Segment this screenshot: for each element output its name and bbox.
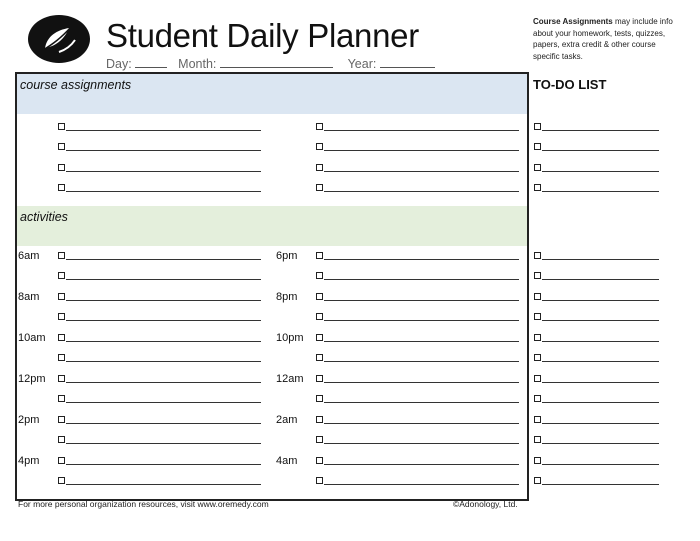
checkbox[interactable] xyxy=(58,252,65,259)
checkbox[interactable] xyxy=(316,375,323,382)
course-assignments-note xyxy=(533,16,683,62)
write-line[interactable] xyxy=(324,443,519,444)
checkbox[interactable] xyxy=(534,143,541,150)
activities-label: activities xyxy=(20,210,68,224)
day-label: Day: xyxy=(106,57,132,71)
checkbox[interactable] xyxy=(58,184,65,191)
write-line[interactable] xyxy=(324,341,519,342)
write-line[interactable] xyxy=(66,150,261,151)
checkbox[interactable] xyxy=(58,313,65,320)
write-line[interactable] xyxy=(542,259,659,260)
note-text: may include info about your homework, tests, quizzes, papers, extra credit & other course specific tasks. xyxy=(533,17,673,61)
write-line[interactable] xyxy=(324,361,519,362)
write-line[interactable] xyxy=(66,191,261,192)
checkbox[interactable] xyxy=(316,436,323,443)
checkbox[interactable] xyxy=(58,457,65,464)
write-line[interactable] xyxy=(324,191,519,192)
time-label: 8pm xyxy=(276,291,298,303)
checkbox[interactable] xyxy=(58,354,65,361)
write-line[interactable] xyxy=(66,320,261,321)
checkbox[interactable] xyxy=(316,252,323,259)
checkbox[interactable] xyxy=(316,164,323,171)
checkbox[interactable] xyxy=(58,416,65,423)
write-line[interactable] xyxy=(542,443,659,444)
write-line[interactable] xyxy=(66,279,261,280)
month-label: Month: xyxy=(178,57,217,71)
checkbox[interactable] xyxy=(534,272,541,279)
checkbox[interactable] xyxy=(534,252,541,259)
time-label: 4am xyxy=(276,455,298,467)
write-line[interactable] xyxy=(324,402,519,403)
checkbox[interactable] xyxy=(534,293,541,300)
write-line[interactable] xyxy=(324,320,519,321)
write-line[interactable] xyxy=(542,320,659,321)
checkbox[interactable] xyxy=(316,143,323,150)
checkbox[interactable] xyxy=(534,477,541,484)
checkbox[interactable] xyxy=(316,272,323,279)
write-line[interactable] xyxy=(324,423,519,424)
checkbox[interactable] xyxy=(58,334,65,341)
time-label: 8am xyxy=(18,291,40,303)
day-field[interactable] xyxy=(135,56,167,68)
write-line[interactable] xyxy=(324,150,519,151)
checkbox[interactable] xyxy=(316,184,323,191)
course-assignments-band xyxy=(17,74,527,114)
write-line[interactable] xyxy=(542,341,659,342)
time-label: 6am xyxy=(18,250,40,262)
time-label: 12am xyxy=(276,373,304,385)
time-label: 2pm xyxy=(18,414,40,426)
write-line[interactable] xyxy=(324,464,519,465)
write-line[interactable] xyxy=(66,300,261,301)
footer-copyright: ©Adonology, Ltd. xyxy=(453,499,518,509)
checkbox[interactable] xyxy=(534,334,541,341)
write-line[interactable] xyxy=(324,171,519,172)
checkbox[interactable] xyxy=(316,354,323,361)
write-line[interactable] xyxy=(324,484,519,485)
write-line[interactable] xyxy=(66,402,261,403)
checkbox[interactable] xyxy=(534,313,541,320)
write-line[interactable] xyxy=(542,130,659,131)
write-line[interactable] xyxy=(324,279,519,280)
activities-band xyxy=(17,206,527,246)
write-line[interactable] xyxy=(324,300,519,301)
write-line[interactable] xyxy=(66,484,261,485)
checkbox[interactable] xyxy=(316,395,323,402)
checkbox[interactable] xyxy=(316,313,323,320)
checkbox[interactable] xyxy=(534,416,541,423)
todo-title: TO-DO LIST xyxy=(533,77,607,92)
write-line[interactable] xyxy=(542,361,659,362)
write-line[interactable] xyxy=(66,341,261,342)
checkbox[interactable] xyxy=(58,477,65,484)
checkbox[interactable] xyxy=(534,184,541,191)
checkbox[interactable] xyxy=(58,395,65,402)
course-assignments-label: course assignments xyxy=(20,78,132,92)
logo-leaf-icon xyxy=(27,14,91,64)
write-line[interactable] xyxy=(542,191,659,192)
checkbox[interactable] xyxy=(534,436,541,443)
date-line xyxy=(106,56,435,71)
checkbox[interactable] xyxy=(316,416,323,423)
checkbox[interactable] xyxy=(534,123,541,130)
year-label: Year: xyxy=(347,57,377,71)
write-line[interactable] xyxy=(324,130,519,131)
write-line[interactable] xyxy=(542,171,659,172)
checkbox[interactable] xyxy=(534,457,541,464)
checkbox[interactable] xyxy=(58,293,65,300)
checkbox[interactable] xyxy=(58,164,65,171)
write-line[interactable] xyxy=(324,259,519,260)
checkbox[interactable] xyxy=(316,293,323,300)
time-label: 10pm xyxy=(276,332,304,344)
write-line[interactable] xyxy=(542,279,659,280)
checkbox[interactable] xyxy=(58,272,65,279)
write-line[interactable] xyxy=(66,443,261,444)
checkbox[interactable] xyxy=(316,334,323,341)
write-line[interactable] xyxy=(542,464,659,465)
time-label: 10am xyxy=(18,332,46,344)
checkbox[interactable] xyxy=(58,375,65,382)
month-field[interactable] xyxy=(220,56,333,68)
write-line[interactable] xyxy=(66,382,261,383)
checkbox[interactable] xyxy=(58,123,65,130)
checkbox[interactable] xyxy=(316,477,323,484)
write-line[interactable] xyxy=(542,150,659,151)
time-label: 6pm xyxy=(276,250,298,262)
write-line[interactable] xyxy=(66,259,261,260)
checkbox[interactable] xyxy=(316,123,323,130)
write-line[interactable] xyxy=(66,130,261,131)
page-title: Student Daily Planner xyxy=(106,17,419,54)
planner-box xyxy=(15,72,529,501)
checkbox[interactable] xyxy=(534,164,541,171)
write-line[interactable] xyxy=(324,382,519,383)
write-line[interactable] xyxy=(542,484,659,485)
write-line[interactable] xyxy=(542,382,659,383)
time-label: 2am xyxy=(276,414,298,426)
checkbox[interactable] xyxy=(534,375,541,382)
year-field[interactable] xyxy=(380,56,435,68)
time-label: 12pm xyxy=(18,373,46,385)
write-line[interactable] xyxy=(542,300,659,301)
write-line[interactable] xyxy=(542,423,659,424)
note-bold: Course Assignments xyxy=(533,17,613,26)
write-line[interactable] xyxy=(66,171,261,172)
checkbox[interactable] xyxy=(58,143,65,150)
footer-resources: For more personal organization resources, visit www.oremedy.com xyxy=(18,499,269,509)
checkbox[interactable] xyxy=(316,457,323,464)
checkbox[interactable] xyxy=(58,436,65,443)
write-line[interactable] xyxy=(66,361,261,362)
write-line[interactable] xyxy=(542,402,659,403)
checkbox[interactable] xyxy=(534,354,541,361)
time-label: 4pm xyxy=(18,455,40,467)
checkbox[interactable] xyxy=(534,395,541,402)
write-line[interactable] xyxy=(66,423,261,424)
write-line[interactable] xyxy=(66,464,261,465)
